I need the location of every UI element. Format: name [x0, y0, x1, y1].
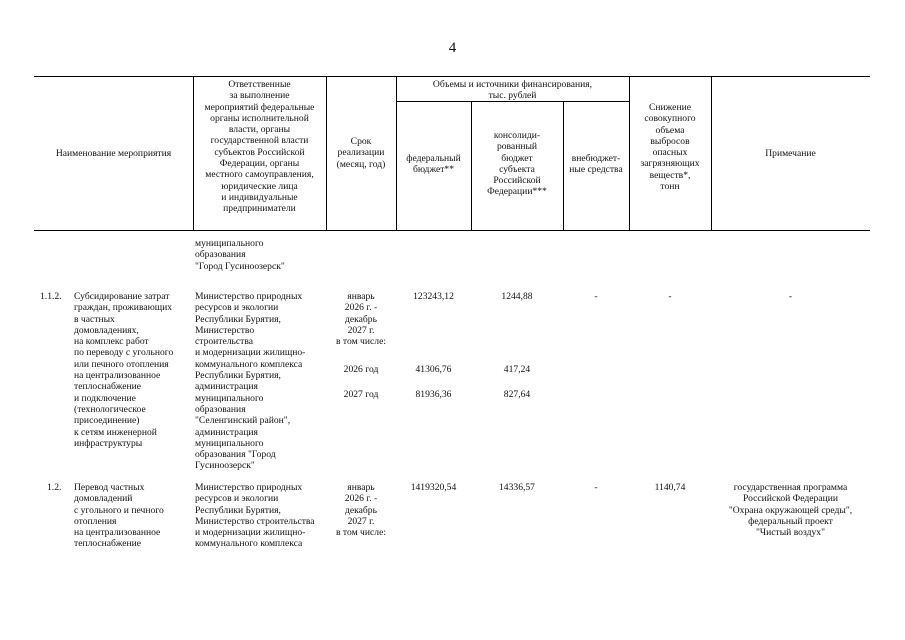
sub-row-period: 2026 год [343, 364, 379, 375]
row-extrabudget: - [594, 482, 598, 493]
header-consolidated: консолиди- рованный бюджет субъекта Российской Федерации*** [487, 130, 547, 198]
row-responsible: Министерство природных ресурсов и экологии Республики Бурятия, Министерство строительства и модернизации жилищно- коммунального комплекса Республики Бурятия, администрация муниципального образования "Селенгинский район", администрация муниципального образования "Город Гусиноозерск" [195, 291, 306, 472]
row-note: государственная программа Российской Федерации "Охрана окружающей среды", федеральный проект "Чистый воздух" [728, 482, 853, 539]
header-reduction: Снижение совокупного объема выбросов опасных загрязняющих веществ*, тонн [640, 102, 700, 193]
row-consolidated: 14336,57 [499, 482, 535, 493]
continuation-text: муниципального образования "Город Гусиноозерск" [195, 238, 285, 272]
row-consolidated: 1244,88 [501, 291, 533, 302]
sub-row-consolidated: 827,64 [503, 389, 531, 400]
sub-row-period: 2027 год [343, 389, 379, 400]
sub-row-consolidated: 417,24 [503, 364, 531, 375]
sub-row-federal: 41306,76 [415, 364, 452, 375]
row-name: Перевод частных домовладений с угольного и печного отопления на централизованное теплоснабжение [74, 482, 164, 550]
row-extrabudget: - [594, 291, 598, 302]
sub-row-federal: 81936,36 [415, 389, 452, 400]
row-period: январь 2026 г. - декабрь 2027 г. в том числе: [335, 291, 386, 348]
row-reduction: 1140,74 [654, 482, 686, 493]
page-number: 4 [448, 40, 457, 56]
row-number: 1.2. [47, 482, 62, 493]
header-extrabudget: внебюджет- ные средства [569, 153, 623, 176]
header-federal: федеральный бюджет** [406, 153, 461, 176]
table-header-bottom-border [34, 230, 870, 231]
header-financing: Объемы и источники финансирования, тыс. рублей [432, 79, 593, 102]
row-federal: 123243,12 [413, 291, 454, 302]
header-note: Примечание [765, 148, 816, 159]
header-name: Наименование мероприятия [55, 148, 172, 159]
row-responsible: Министерство природных ресурсов и экологии Республики Бурятия, Министерство строительства и модернизации жилищно- коммунального комплекса [195, 482, 315, 550]
row-period: январь 2026 г. - декабрь 2027 г. в том числе: [335, 482, 386, 539]
row-federal: 1419320,54 [410, 482, 457, 493]
row-reduction: - [668, 291, 672, 302]
row-number: 1.1.2. [40, 291, 62, 302]
row-note: - [788, 291, 793, 302]
header-period: Срок реализации (месяц, год) [336, 136, 386, 170]
header-responsible: Ответственные за выполнение мероприятий федеральные органы исполнительной власти, органы государственной власти субъектов Российской Федерации, органы местного самоуправления, юридические лица и индивидуальные предприниматели [204, 79, 315, 215]
table-top-border [34, 76, 870, 77]
row-name: Субсидирование затрат граждан, проживающих в частных домовладениях, на комплекс работ по переводу с угольного или печного отопления на централизованное теплоснабжение и подключение (технологическое присоединение) к сетям инженерной инфраструктуры [74, 291, 174, 449]
